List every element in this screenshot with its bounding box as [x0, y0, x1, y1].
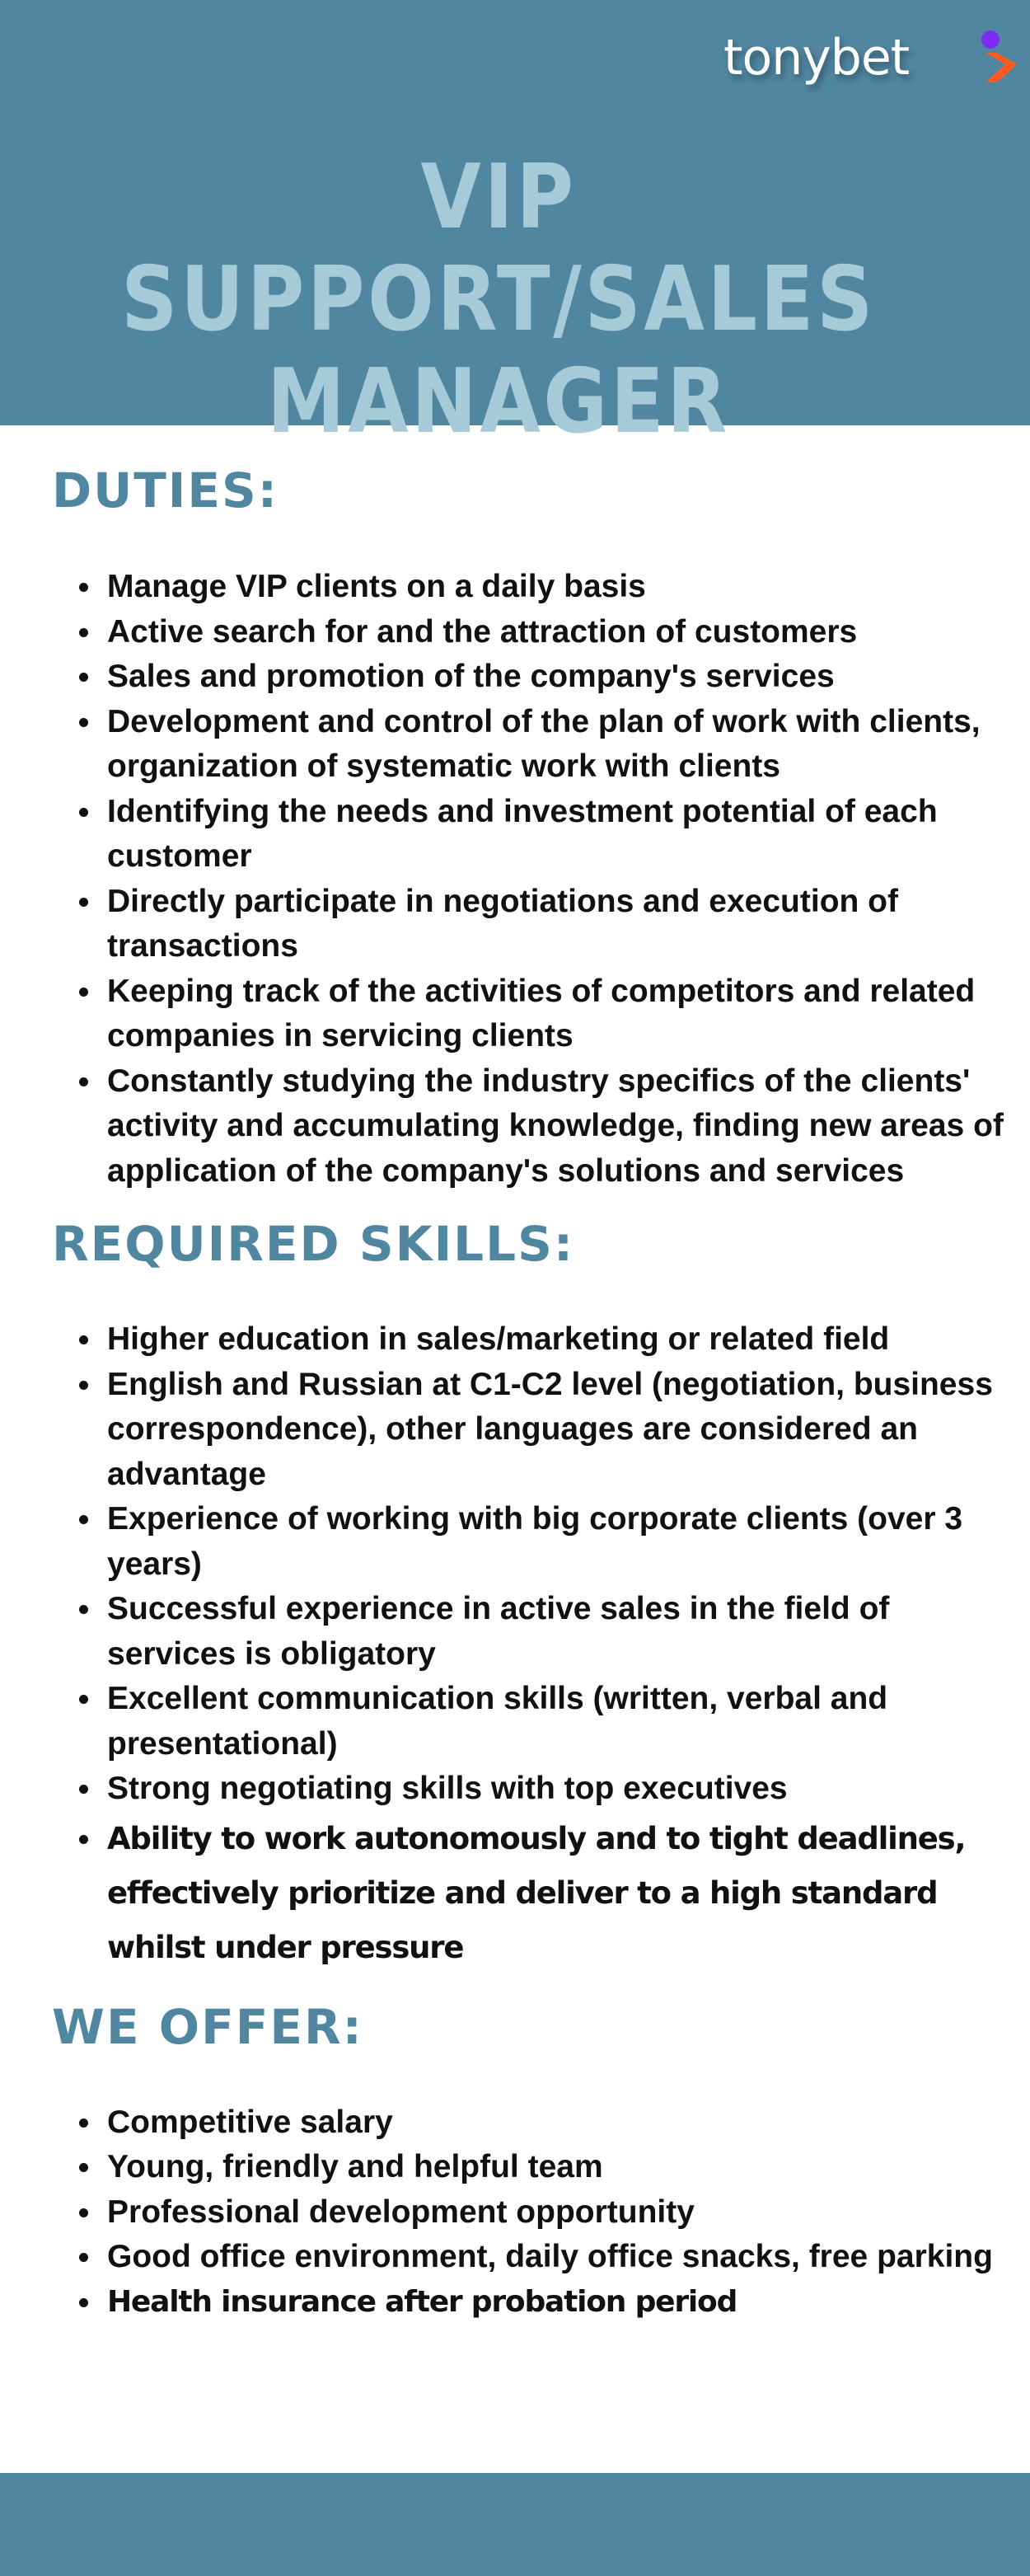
list-item: Directly participate in negotiations and execution of transactions [107, 880, 1022, 969]
list-item: Ability to work autonomously and to tight deadlines, effectively prioritize and deliver to a high standard whilst under pressure [107, 1812, 1022, 1975]
header-banner [0, 0, 1030, 453]
list-item: English and Russian at C1-C2 level (negotiation, business correspondence), other languages are considered an advantage [107, 1363, 1022, 1498]
logo-text: tonybet [723, 29, 910, 87]
we-offer-heading: WE OFFER: [52, 1998, 363, 2055]
list-item: Experience of working with big corporate clients (over 3 years) [107, 1497, 1022, 1587]
required-skills-list [0, 1317, 1022, 1975]
list-item: Development and control of the plan of work with clients, organization of systematic work with clients [107, 700, 1022, 790]
list-item: Sales and promotion of the company's services [107, 655, 1022, 700]
list-item: Competitive salary [107, 2100, 1022, 2146]
logo-mark-icon [972, 28, 1018, 86]
page-title: VIP SUPPORT/SALES MANAGER [121, 146, 876, 453]
list-item: Health insurance after probation period [107, 2280, 1022, 2325]
list-item: Professional development opportunity [107, 2190, 1022, 2236]
content-area [0, 425, 1030, 2325]
list-item: Manage VIP clients on a daily basis [107, 565, 1022, 610]
tonybet-logo [723, 25, 1020, 91]
list-item: Constantly studying the industry specifics of the clients' activity and accumulating knowledge, finding new areas of application of the company's solutions and services [107, 1059, 1022, 1194]
we-offer-list [0, 2100, 1022, 2325]
duties-list [0, 565, 1022, 1194]
list-item: Excellent communication skills (written, verbal and presentational) [107, 1677, 1022, 1767]
list-item: Strong negotiating skills with top executives [107, 1767, 1022, 1812]
list-item: Good office environment, daily office snacks, free parking [107, 2235, 1022, 2280]
footer-bar [0, 2473, 1030, 2576]
list-item: Successful experience in active sales in the field of services is obligatory [107, 1587, 1022, 1677]
list-item: Higher education in sales/marketing or related field [107, 1317, 1022, 1363]
duties-heading: DUTIES: [52, 462, 279, 518]
list-item: Identifying the needs and investment potential of each customer [107, 790, 1022, 880]
list-item: Young, friendly and helpful team [107, 2145, 1022, 2190]
list-item: Active search for and the attraction of customers [107, 610, 1022, 655]
list-item: Keeping track of the activities of competitors and related companies in servicing clients [107, 969, 1022, 1059]
required-skills-heading: REQUIRED SKILLS: [52, 1216, 575, 1272]
